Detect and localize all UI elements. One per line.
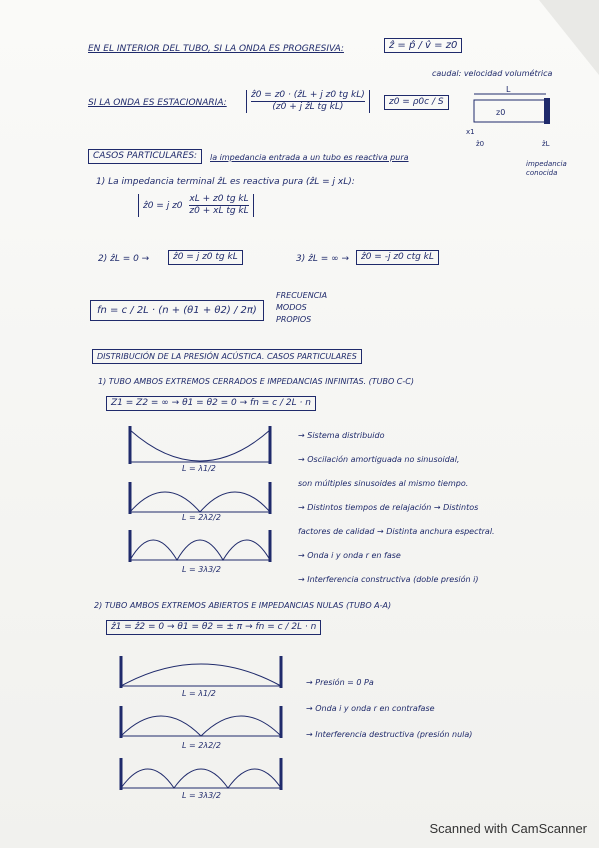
cc-note-5: factores de calidad → Distinta anchura espectral. [298, 527, 495, 536]
progressive-wave-text: EN EL INTERIOR DEL TUBO, SI LA ONDA ES PROGRESIVA: [88, 44, 344, 54]
aa-note-1: → Presión = 0 Pa [306, 678, 374, 687]
cc-mode3-diagram [120, 526, 280, 566]
aa-mode1-diagram [115, 654, 290, 690]
diagram-zl-label: ẑL [542, 140, 550, 148]
cc-note-7: → Interferencia constructiva (doble presión i) [298, 575, 479, 584]
aa-mode2-label: L = 2λ2/2 [182, 741, 221, 750]
cc-case-text: 1) TUBO AMBOS EXTREMOS CERRADOS E IMPEDANCIAS INFINITAS. (TUBO C-C) [98, 377, 414, 386]
caudal-note: caudal: velocidad volumétrica [432, 69, 553, 78]
progressive-formula: ẑ = p̂ / v̂ = z0 [384, 38, 462, 53]
case1-formula-lhs: ẑ0 = j z0 [143, 201, 183, 211]
aa-mode3-label: L = 3λ3/2 [182, 791, 221, 800]
cc-note-3: son múltiples sinusoides al mismo tiempo. [298, 479, 469, 488]
cc-formula: Z1 = Z2 = ∞ → θ1 = θ2 = 0 → fn = c / 2L · n [106, 396, 316, 411]
distribution-header: DISTRIBUCIÓN DE LA PRESIÓN ACÚSTICA. CASOS PARTICULARES [92, 349, 362, 364]
aa-note-3: → Interferencia destructiva (presión nula) [306, 730, 473, 739]
standing-formula [246, 90, 370, 113]
cc-mode2-label: L = 2λ2/2 [182, 513, 221, 522]
tube-diagram [466, 80, 576, 160]
standing-formula-den: (z0 + j ẑL tg kL) [251, 101, 365, 113]
cc-mode1-label: L = λ1/2 [182, 464, 216, 473]
case2-text: 2) ẑL = 0 → [98, 254, 150, 264]
standing-wave-text: SI LA ONDA ES ESTACIONARIA: [88, 98, 227, 108]
tube-diagram-svg [466, 80, 576, 160]
diagram-x-label: x1 [466, 128, 475, 136]
freq-note-1: FRECUENCIA [276, 291, 328, 300]
cc-note-2: → Oscilación amortiguada no sinusoidal, [298, 455, 460, 464]
particular-cases-header: CASOS PARTICULARES: [88, 149, 202, 164]
cc-mode3-label: L = 3λ3/2 [182, 565, 221, 574]
aa-case-text: 2) TUBO AMBOS EXTREMOS ABIERTOS E IMPEDANCIAS NULAS (TUBO A-A) [94, 601, 392, 610]
freq-note-2: MODOS [276, 303, 307, 312]
case3-formula: ẑ0 = -j z0 ctg kL [356, 250, 439, 265]
diagram-z0-label: z0 [496, 108, 506, 117]
case2-formula: ẑ0 = j z0 tg kL [168, 250, 243, 265]
aa-mode1-label: L = λ1/2 [182, 689, 216, 698]
freq-formula: fn = c / 2L · (n + (θ1 + θ2) / 2π) [90, 300, 264, 321]
camscanner-footer: Scanned with CamScanner [429, 821, 587, 836]
case1-text: 1) La impedancia terminal ẑL es reactiva pura (ẑL = j xL): [96, 177, 355, 187]
cc-note-4: → Distintos tiempos de relajación → Distintos [298, 503, 479, 512]
freq-notes [276, 290, 327, 326]
cc-note-1: → Sistema distribuido [298, 431, 385, 440]
z0-formula: z0 = ρ0c / S [384, 95, 449, 110]
aa-formula: ẑ1 = ẑ2 = 0 → θ1 = θ2 = ± π → fn = c / 2L · n [106, 620, 321, 635]
aa-mode3-diagram [115, 756, 290, 792]
case1-formula [138, 194, 254, 217]
aa-notes [306, 670, 472, 748]
aa-note-2: → Onda i y onda r en contrafase [306, 704, 435, 713]
case3-text: 3) ẑL = ∞ → [296, 254, 349, 264]
particular-cases-note: la impedancia entrada a un tubo es reactiva pura [210, 153, 409, 162]
case1-fraction [189, 194, 248, 217]
impedance-known-label: impedancia conocida [526, 160, 567, 177]
diagram-z0hat-label: ẑ0 [476, 140, 485, 148]
page-fold [539, 0, 599, 75]
cc-notes [298, 424, 495, 592]
case1-formula-num: xL + z0 tg kL [189, 194, 249, 204]
cc-note-6: → Onda i y onda r en fase [298, 551, 401, 560]
diagram-length-label: L [506, 85, 511, 94]
case1-formula-den: z0 + xL tg kL [189, 206, 249, 216]
aa-mode2-diagram [115, 704, 290, 740]
standing-formula-num: ẑ0 = z0 · (ẑL + j z0 tg kL) [251, 90, 365, 100]
freq-note-3: PROPIOS [276, 315, 312, 324]
